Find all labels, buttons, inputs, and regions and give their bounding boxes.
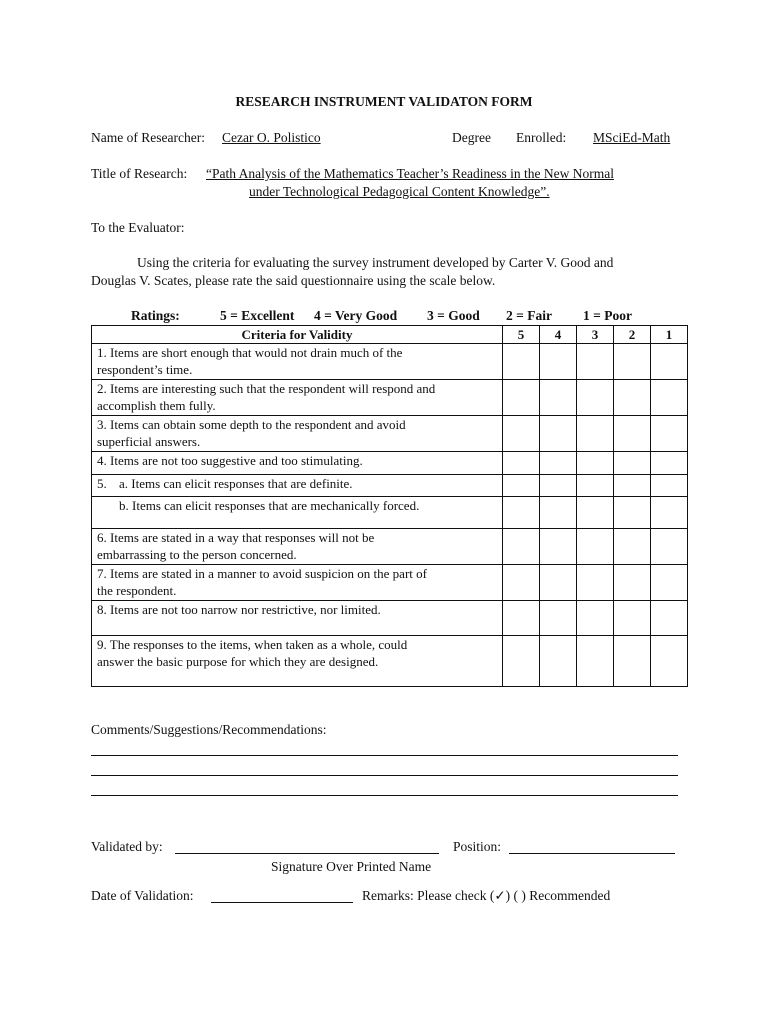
rating-5: 5 = Excellent (220, 308, 295, 323)
comment-line-3[interactable] (91, 795, 678, 796)
criteria-header: Criteria for Validity (92, 326, 503, 344)
rating-cell-1[interactable] (651, 344, 688, 380)
degree-value: MSciEd-Math (593, 130, 671, 145)
criterion-text: 1. Items are short enough that would not drain much of the respondent’s time. (92, 344, 503, 380)
rating-cell-2[interactable] (614, 475, 651, 497)
rating-cell-2[interactable] (614, 529, 651, 565)
remarks-text: Remarks: Please check (✓) ( ) Recommended (362, 888, 611, 903)
researcher-label: Name of Researcher: (91, 130, 205, 145)
criterion-text: b. Items can elicit responses that are mechanically forced. (92, 497, 503, 529)
rating-cell-3[interactable] (577, 601, 614, 636)
researcher-name: Cezar O. Polistico (222, 130, 321, 145)
rating-cell-4[interactable] (540, 601, 577, 636)
rating-cell-1[interactable] (651, 475, 688, 497)
rating-cell-3[interactable] (577, 497, 614, 529)
table-row (92, 497, 688, 529)
rating-cell-1[interactable] (651, 416, 688, 452)
rating-cell-1[interactable] (651, 636, 688, 687)
position-line[interactable] (509, 853, 675, 854)
table-row (92, 452, 688, 475)
rating-cell-1[interactable] (651, 452, 688, 475)
rating-cell-2[interactable] (614, 497, 651, 529)
date-label: Date of Validation: (91, 888, 194, 903)
instruction-line2: Douglas V. Scates, please rate the said questionnaire using the scale below. (91, 273, 496, 288)
criterion-text: 7. Items are stated in a manner to avoid suspicion on the part of the respondent. (92, 565, 503, 601)
rating-cell-1[interactable] (651, 601, 688, 636)
criterion-text: 9. The responses to the items, when taken as a whole, could answer the basic purpose for which they are designed. (92, 636, 503, 687)
rating-cell-2[interactable] (614, 452, 651, 475)
rating-cell-5[interactable] (503, 529, 540, 565)
rating-cell-4[interactable] (540, 452, 577, 475)
column-header-1: 1 (651, 326, 688, 344)
rating-cell-2[interactable] (614, 380, 651, 416)
position-label: Position: (453, 839, 502, 854)
table-row (92, 475, 688, 497)
criterion-text: 2. Items are interesting such that the respondent will respond and accomplish them fully. (92, 380, 503, 416)
rating-cell-1[interactable] (651, 497, 688, 529)
table-row (92, 380, 688, 416)
criterion-text: 4. Items are not too suggestive and too stimulating. (92, 452, 503, 475)
rating-cell-4[interactable] (540, 497, 577, 529)
salutation: To the Evaluator: (91, 220, 185, 235)
degree-label: Degree (452, 130, 491, 145)
criterion-text: 6. Items are stated in a way that responses will not be embarrassing to the person concerned. (92, 529, 503, 565)
rating-cell-1[interactable] (651, 565, 688, 601)
comments-label: Comments/Suggestions/Recommendations: (91, 722, 327, 737)
date-line[interactable] (211, 902, 353, 903)
comment-line-1[interactable] (91, 755, 678, 756)
rating-cell-2[interactable] (614, 636, 651, 687)
rating-1: 1 = Poor (583, 308, 632, 323)
criterion-text: 3. Items can obtain some depth to the respondent and avoid superficial answers. (92, 416, 503, 452)
rating-3: 3 = Good (427, 308, 480, 323)
criterion-text: 8. Items are not too narrow nor restrictive, nor limited. (92, 601, 503, 636)
table-row (92, 565, 688, 601)
rating-cell-5[interactable] (503, 380, 540, 416)
research-title-line1: “Path Analysis of the Mathematics Teacher’s Readiness in the New Normal (206, 166, 614, 181)
rating-cell-3[interactable] (577, 529, 614, 565)
rating-cell-3[interactable] (577, 416, 614, 452)
rating-cell-4[interactable] (540, 416, 577, 452)
enrolled-label: Enrolled: (516, 130, 567, 145)
ratings-label: Ratings: (131, 308, 180, 323)
rating-cell-3[interactable] (577, 636, 614, 687)
table-row (92, 636, 688, 687)
column-header-4: 4 (540, 326, 577, 344)
column-header-3: 3 (577, 326, 614, 344)
rating-cell-3[interactable] (577, 380, 614, 416)
rating-cell-4[interactable] (540, 380, 577, 416)
table-row (92, 416, 688, 452)
criteria-table (91, 325, 688, 687)
rating-cell-2[interactable] (614, 565, 651, 601)
comment-line-2[interactable] (91, 775, 678, 776)
rating-cell-3[interactable] (577, 565, 614, 601)
signature-line[interactable] (175, 853, 439, 854)
signature-caption: Signature Over Printed Name (271, 859, 432, 874)
rating-cell-5[interactable] (503, 565, 540, 601)
rating-4: 4 = Very Good (314, 308, 398, 323)
rating-cell-2[interactable] (614, 416, 651, 452)
table-row (92, 601, 688, 636)
rating-cell-1[interactable] (651, 529, 688, 565)
rating-cell-5[interactable] (503, 475, 540, 497)
rating-cell-4[interactable] (540, 565, 577, 601)
rating-cell-5[interactable] (503, 416, 540, 452)
rating-cell-4[interactable] (540, 475, 577, 497)
table-row (92, 344, 688, 380)
rating-cell-3[interactable] (577, 452, 614, 475)
rating-cell-4[interactable] (540, 636, 577, 687)
research-title-line2: under Technological Pedagogical Content Knowledge”. (249, 184, 550, 199)
rating-cell-5[interactable] (503, 601, 540, 636)
rating-cell-3[interactable] (577, 475, 614, 497)
form-title: RESEARCH INSTRUMENT VALIDATON FORM (235, 94, 533, 109)
rating-cell-5[interactable] (503, 497, 540, 529)
rating-cell-4[interactable] (540, 344, 577, 380)
instruction-line1: Using the criteria for evaluating the survey instrument developed by Carter V. Good and (137, 255, 614, 270)
rating-cell-2[interactable] (614, 601, 651, 636)
column-header-2: 2 (614, 326, 651, 344)
rating-cell-2[interactable] (614, 344, 651, 380)
table-row (92, 529, 688, 565)
rating-cell-3[interactable] (577, 344, 614, 380)
rating-cell-5[interactable] (503, 344, 540, 380)
research-title-label: Title of Research: (91, 166, 188, 181)
rating-2: 2 = Fair (506, 308, 552, 323)
rating-cell-1[interactable] (651, 380, 688, 416)
criterion-text: 5. a. Items can elicit responses that are definite. (92, 475, 503, 497)
rating-cell-4[interactable] (540, 529, 577, 565)
validated-by-label: Validated by: (91, 839, 163, 854)
rating-cell-5[interactable] (503, 452, 540, 475)
rating-cell-5[interactable] (503, 636, 540, 687)
column-header-5: 5 (503, 326, 540, 344)
